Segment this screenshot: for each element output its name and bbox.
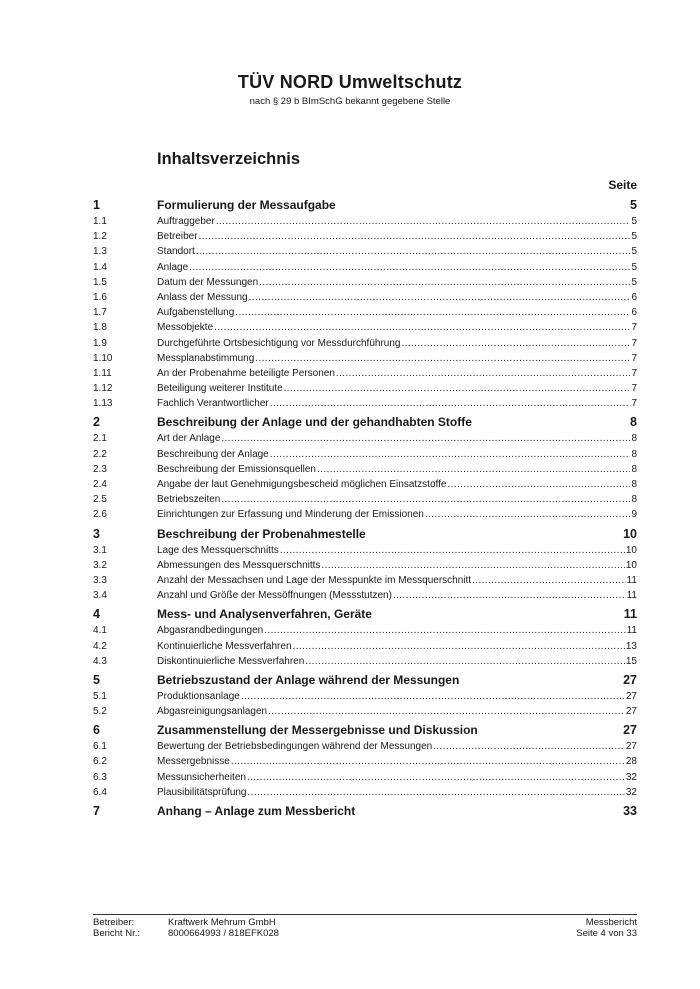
- section-title: Diskontinuierliche Messverfahren: [157, 655, 305, 667]
- chapter-title: Anhang – Anlage zum Messbericht: [157, 804, 356, 818]
- section-page-number: 6: [631, 307, 637, 319]
- chapter-title: Beschreibung der Probenahmestelle: [157, 526, 366, 541]
- section-title: Messobjekte: [157, 322, 214, 334]
- toc-section-row: [93, 704, 637, 719]
- toc-chapter-row: [93, 413, 637, 431]
- section-number: 2.6: [93, 509, 107, 521]
- section-page-number: 5: [631, 246, 637, 258]
- section-title: Plausibilitätsprüfung: [157, 786, 247, 798]
- section-title: Abmessungen des Messquerschnitts: [157, 559, 321, 571]
- table-of-contents: [93, 176, 637, 820]
- chapter-page-number: 5: [630, 198, 637, 212]
- toc-section-row: [93, 492, 637, 507]
- operator-label: Betreiber:: [93, 917, 135, 928]
- section-number: 6.2: [93, 756, 107, 768]
- dot-leader: [336, 366, 630, 381]
- toc-section-row: [93, 366, 637, 381]
- toc-section-row: [93, 351, 637, 366]
- chapter-number: 4: [93, 607, 100, 622]
- section-number: 6.3: [93, 771, 107, 783]
- chapter-title: Formulierung der Messaufgabe: [157, 198, 336, 212]
- toc-section-row: [93, 260, 637, 275]
- section-number: 2.1: [93, 433, 107, 445]
- toc-section-row: [93, 739, 637, 754]
- section-page-number: 5: [631, 231, 637, 243]
- section-title: Bewertung der Betriebsbedingungen während der Messungen: [157, 741, 433, 753]
- section-number: 1.10: [93, 352, 113, 364]
- dot-leader: [221, 492, 630, 507]
- toc-section-row: [93, 462, 637, 477]
- toc-section-row: [93, 588, 637, 603]
- section-number: 1.5: [93, 276, 107, 288]
- section-page-number: 7: [631, 398, 637, 410]
- toc-section-row: [93, 689, 637, 704]
- operator-value: Kraftwerk Mehrum GmbH: [168, 917, 276, 928]
- section-title: Auftraggeber: [157, 216, 215, 227]
- section-page-number: 32: [625, 771, 637, 783]
- section-number: 2.3: [93, 463, 107, 475]
- section-number: 1.7: [93, 307, 107, 319]
- toc-chapter-row: [93, 196, 637, 214]
- section-title: Messergebnisse: [157, 756, 230, 768]
- dot-leader: [255, 351, 630, 366]
- section-page-number: 5: [631, 261, 637, 273]
- toc-chapter-row: [93, 525, 637, 543]
- toc-section-row: [93, 214, 637, 229]
- dot-leader: [284, 381, 630, 396]
- section-number: 1.4: [93, 261, 107, 273]
- section-number: 6.4: [93, 786, 107, 798]
- chapter-page-number: 33: [623, 804, 637, 818]
- section-number: 4.1: [93, 625, 107, 637]
- toc-section-row: [93, 290, 637, 305]
- page-info: Seite 4 von 33: [576, 928, 637, 939]
- toc-heading: Inhaltsverzeichnis: [157, 150, 301, 168]
- dot-leader: [259, 275, 630, 290]
- toc-section-row: [93, 396, 637, 411]
- dot-leader: [472, 573, 626, 588]
- section-page-number: 27: [625, 741, 637, 753]
- dot-leader: [235, 305, 630, 320]
- section-number: 1.9: [93, 337, 107, 349]
- page-column-header: Seite: [608, 178, 637, 192]
- dot-leader: [270, 396, 630, 411]
- toc-section-row: [93, 754, 637, 769]
- chapter-number: 6: [93, 723, 100, 738]
- toc-chapter-row: [93, 802, 637, 820]
- report-number-label: Bericht Nr.:: [93, 928, 140, 939]
- section-number: 1.1: [93, 216, 107, 227]
- section-page-number: 32: [625, 786, 637, 798]
- toc-chapter-row: [93, 605, 637, 623]
- section-number: 3.1: [93, 544, 107, 556]
- section-page-number: 9: [631, 509, 637, 521]
- dot-leader: [214, 320, 630, 335]
- section-number: 1.13: [93, 398, 113, 410]
- dot-leader: [447, 477, 630, 492]
- page-footer: [93, 914, 637, 939]
- dot-leader: [221, 431, 630, 446]
- section-title: Beschreibung der Anlage: [157, 448, 269, 460]
- section-page-number: 7: [631, 367, 637, 379]
- chapter-title: Betriebszustand der Anlage während der Messungen: [157, 672, 460, 687]
- toc-chapter-row: [93, 671, 637, 689]
- dot-leader: [249, 290, 630, 305]
- section-page-number: 7: [631, 383, 637, 395]
- dot-leader: [270, 447, 630, 462]
- section-title: Betreiber: [157, 231, 198, 243]
- section-title: Messplanabstimmung: [157, 352, 255, 364]
- section-title: Beschreibung der Emissionsquellen: [157, 463, 316, 475]
- section-page-number: 8: [631, 494, 637, 506]
- chapter-number: 7: [93, 804, 100, 818]
- dot-leader: [425, 507, 630, 522]
- section-page-number: 6: [631, 291, 637, 303]
- toc-section-row: [93, 770, 637, 785]
- section-page-number: 8: [631, 463, 637, 475]
- dot-leader: [264, 623, 625, 638]
- chapter-page-number: 27: [623, 672, 637, 687]
- section-number: 2.4: [93, 479, 107, 490]
- section-number: 1.12: [93, 383, 113, 395]
- section-number: 5.2: [93, 706, 107, 718]
- section-title: Anlage: [157, 261, 189, 273]
- dot-leader: [241, 689, 625, 704]
- section-page-number: 5: [631, 216, 637, 227]
- toc-section-row: [93, 639, 637, 654]
- section-page-number: 10: [625, 544, 637, 556]
- section-title: Kontinuierliche Messverfahren: [157, 640, 292, 652]
- section-number: 1.11: [93, 367, 112, 379]
- toc-section-row: [93, 623, 637, 638]
- section-page-number: 8: [631, 448, 637, 460]
- section-number: 1.8: [93, 322, 107, 334]
- document-type: Messbericht: [585, 917, 637, 928]
- section-title: Datum der Messungen: [157, 276, 259, 288]
- chapter-page-number: 8: [630, 415, 637, 430]
- section-page-number: 27: [625, 690, 637, 702]
- toc-section-row: [93, 305, 637, 320]
- section-page-number: 8: [631, 479, 637, 490]
- section-page-number: 11: [626, 590, 637, 602]
- chapter-title: Zusammenstellung der Messergebnisse und Diskussion: [157, 723, 478, 738]
- chapter-title: Mess- und Analysenverfahren, Geräte: [157, 607, 372, 622]
- section-title: Art der Anlage: [157, 433, 221, 445]
- section-page-number: 7: [631, 322, 637, 334]
- section-number: 5.1: [93, 690, 107, 702]
- toc-entries: [93, 196, 637, 820]
- chapter-number: 2: [93, 415, 100, 430]
- toc-section-row: [93, 244, 637, 259]
- dot-leader: [305, 654, 625, 669]
- report-number-value: 8000664993 / 818EFK028: [168, 928, 279, 939]
- section-number: 3.4: [93, 590, 107, 602]
- section-title: Anzahl der Messachsen und Lage der Messpunkte im Messquerschnitt: [157, 574, 472, 586]
- dot-leader: [196, 244, 630, 259]
- toc-section-row: [93, 381, 637, 396]
- chapter-page-number: 11: [623, 607, 637, 622]
- dot-leader: [280, 543, 625, 558]
- section-page-number: 27: [625, 706, 637, 718]
- section-title: Anzahl und Größe der Messöffnungen (Messstutzen): [157, 590, 392, 602]
- section-title: Messunsicherheiten: [157, 771, 246, 783]
- section-title: Aufgabenstellung: [157, 307, 235, 319]
- section-title: Einrichtungen zur Erfassung und Minderung der Emissionen: [157, 509, 424, 521]
- chapter-page-number: 27: [623, 723, 637, 738]
- chapter-number: 1: [93, 198, 100, 212]
- toc-chapter-row: [93, 721, 637, 739]
- section-page-number: 8: [631, 433, 637, 445]
- dot-leader: [199, 229, 630, 244]
- section-title: Lage des Messquerschnitts: [157, 544, 279, 556]
- dot-leader: [433, 739, 625, 754]
- chapter-page-number: 10: [623, 526, 637, 541]
- chapter-number: 3: [93, 526, 100, 541]
- section-title: Fachlich Verantwortlicher: [157, 398, 269, 410]
- dot-leader: [317, 462, 630, 477]
- dot-leader: [401, 336, 630, 351]
- section-page-number: 13: [625, 640, 637, 652]
- section-title: Standort: [157, 246, 195, 258]
- toc-section-row: [93, 275, 637, 290]
- section-page-number: 15: [625, 655, 637, 667]
- section-number: 3.3: [93, 574, 107, 586]
- toc-section-row: [93, 558, 637, 573]
- section-title: Durchgeführte Ortsbesichtigung vor Messdurchführung: [157, 337, 401, 349]
- section-number: 6.1: [93, 741, 107, 753]
- dot-leader: [231, 754, 625, 769]
- section-number: 2.5: [93, 494, 107, 506]
- dot-leader: [189, 260, 630, 275]
- dot-leader: [248, 785, 625, 800]
- section-title: An der Probenahme beteiligte Personen: [157, 367, 335, 379]
- section-page-number: 5: [631, 276, 637, 288]
- page-header: [0, 72, 700, 107]
- section-number: 4.2: [93, 640, 107, 652]
- dot-leader: [393, 588, 626, 603]
- toc-section-row: [93, 543, 637, 558]
- section-title: Beteiligung weiterer Institute: [157, 383, 283, 395]
- section-title: Betriebszeiten: [157, 494, 221, 506]
- dot-leader: [268, 704, 625, 719]
- section-page-number: 7: [631, 337, 637, 349]
- dot-leader: [247, 770, 625, 785]
- toc-section-row: [93, 477, 637, 492]
- section-page-number: 11: [626, 625, 637, 637]
- toc-section-row: [93, 447, 637, 462]
- organization-subtitle: nach § 29 b BImSchG bekannt gegebene Stelle: [249, 96, 451, 107]
- section-number: 2.2: [93, 448, 107, 460]
- section-page-number: 7: [631, 352, 637, 364]
- section-page-number: 10: [625, 559, 637, 571]
- toc-section-row: [93, 336, 637, 351]
- section-number: 3.2: [93, 559, 107, 571]
- section-title: Produktionsanlage: [157, 690, 240, 702]
- organization-title: TÜV NORD Umweltschutz: [237, 72, 463, 92]
- section-number: 1.6: [93, 291, 107, 303]
- section-title: Anlass der Messung: [157, 291, 248, 303]
- section-number: 1.2: [93, 231, 107, 243]
- section-page-number: 11: [626, 574, 637, 586]
- toc-section-row: [93, 654, 637, 669]
- section-title: Angabe der laut Genehmigungsbescheid möglichen Einsatzstoffe: [157, 479, 447, 490]
- dot-leader: [216, 214, 630, 229]
- toc-section-row: [93, 431, 637, 446]
- toc-section-row: [93, 785, 637, 800]
- section-number: 4.3: [93, 655, 107, 667]
- toc-section-row: [93, 229, 637, 244]
- toc-section-row: [93, 320, 637, 335]
- section-number: 1.3: [93, 246, 107, 258]
- dot-leader: [321, 558, 624, 573]
- section-page-number: 28: [625, 756, 637, 768]
- toc-section-row: [93, 573, 637, 588]
- chapter-number: 5: [93, 672, 100, 687]
- dot-leader: [293, 639, 625, 654]
- toc-section-row: [93, 507, 637, 522]
- section-title: Abgasrandbedingungen: [157, 625, 264, 637]
- chapter-title: Beschreibung der Anlage und der gehandhabten Stoffe: [157, 415, 472, 430]
- section-title: Abgasreinigungsanlagen: [157, 706, 268, 718]
